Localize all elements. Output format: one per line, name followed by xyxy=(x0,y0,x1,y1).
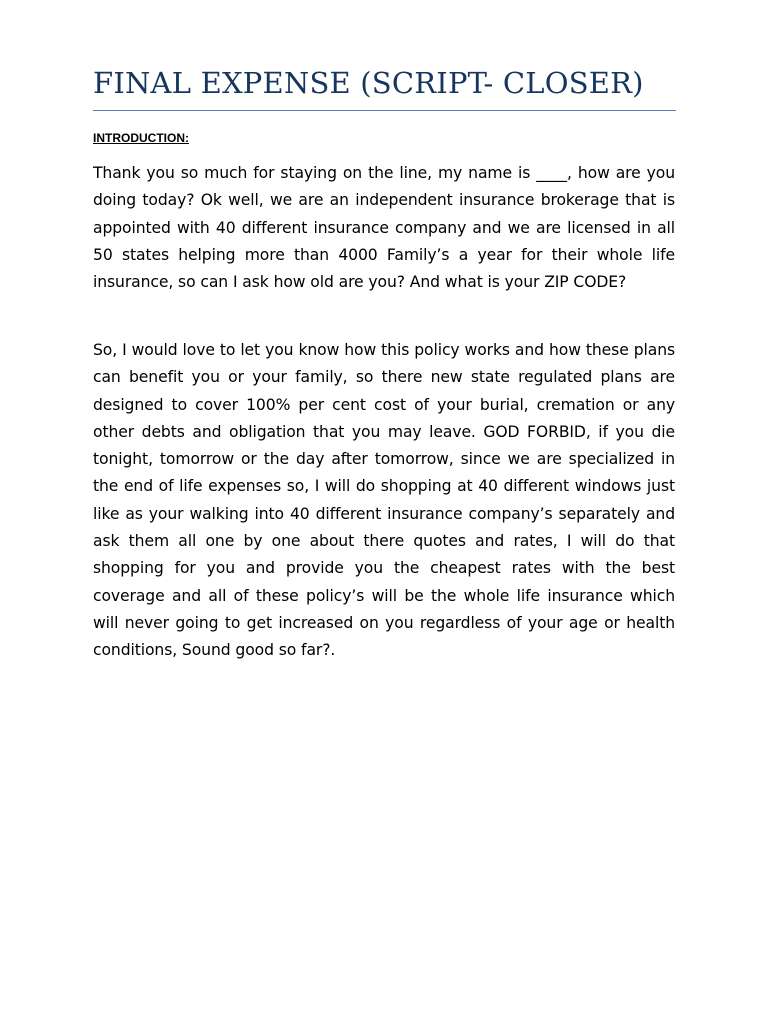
title-underline-divider xyxy=(93,110,676,111)
section-heading-introduction: INTRODUCTION: xyxy=(93,131,189,145)
paragraph-policy-explanation: So, I would love to let you know how this policy works and how these plans can benefit you or your family, so there new state regulated plans are designed to cover 100% per cent cost of your burial, cremation or any other debts and obligation that you may leave. GOD FORBID, if you die tonight, tomorrow or the day after tomorrow, since we are specialized in the end of life expenses so, I will do shopping at 40 different windows just like as your walking into 40 different insurance company’s separately and ask them all one by one about there quotes and rates, I will do that shopping for you and provide you the cheapest rates with the best coverage and all of these policy’s will be the whole life insurance which will never going to get increased on you regardless of your age or health conditions, Sound good so far?. xyxy=(93,341,675,660)
paragraph-introduction: Thank you so much for staying on the line, my name is ____, how are you doing today? Ok well, we are an independent insurance brokerage that is appointed with 40 different insurance company and we are licensed in all 50 states helping more than 4000 Family’s a year for their whole life insurance, so can I ask how old are you? And what is your ZIP CODE? xyxy=(93,164,675,292)
document-title: FINAL EXPENSE (SCRIPT- CLOSER) xyxy=(93,66,644,100)
